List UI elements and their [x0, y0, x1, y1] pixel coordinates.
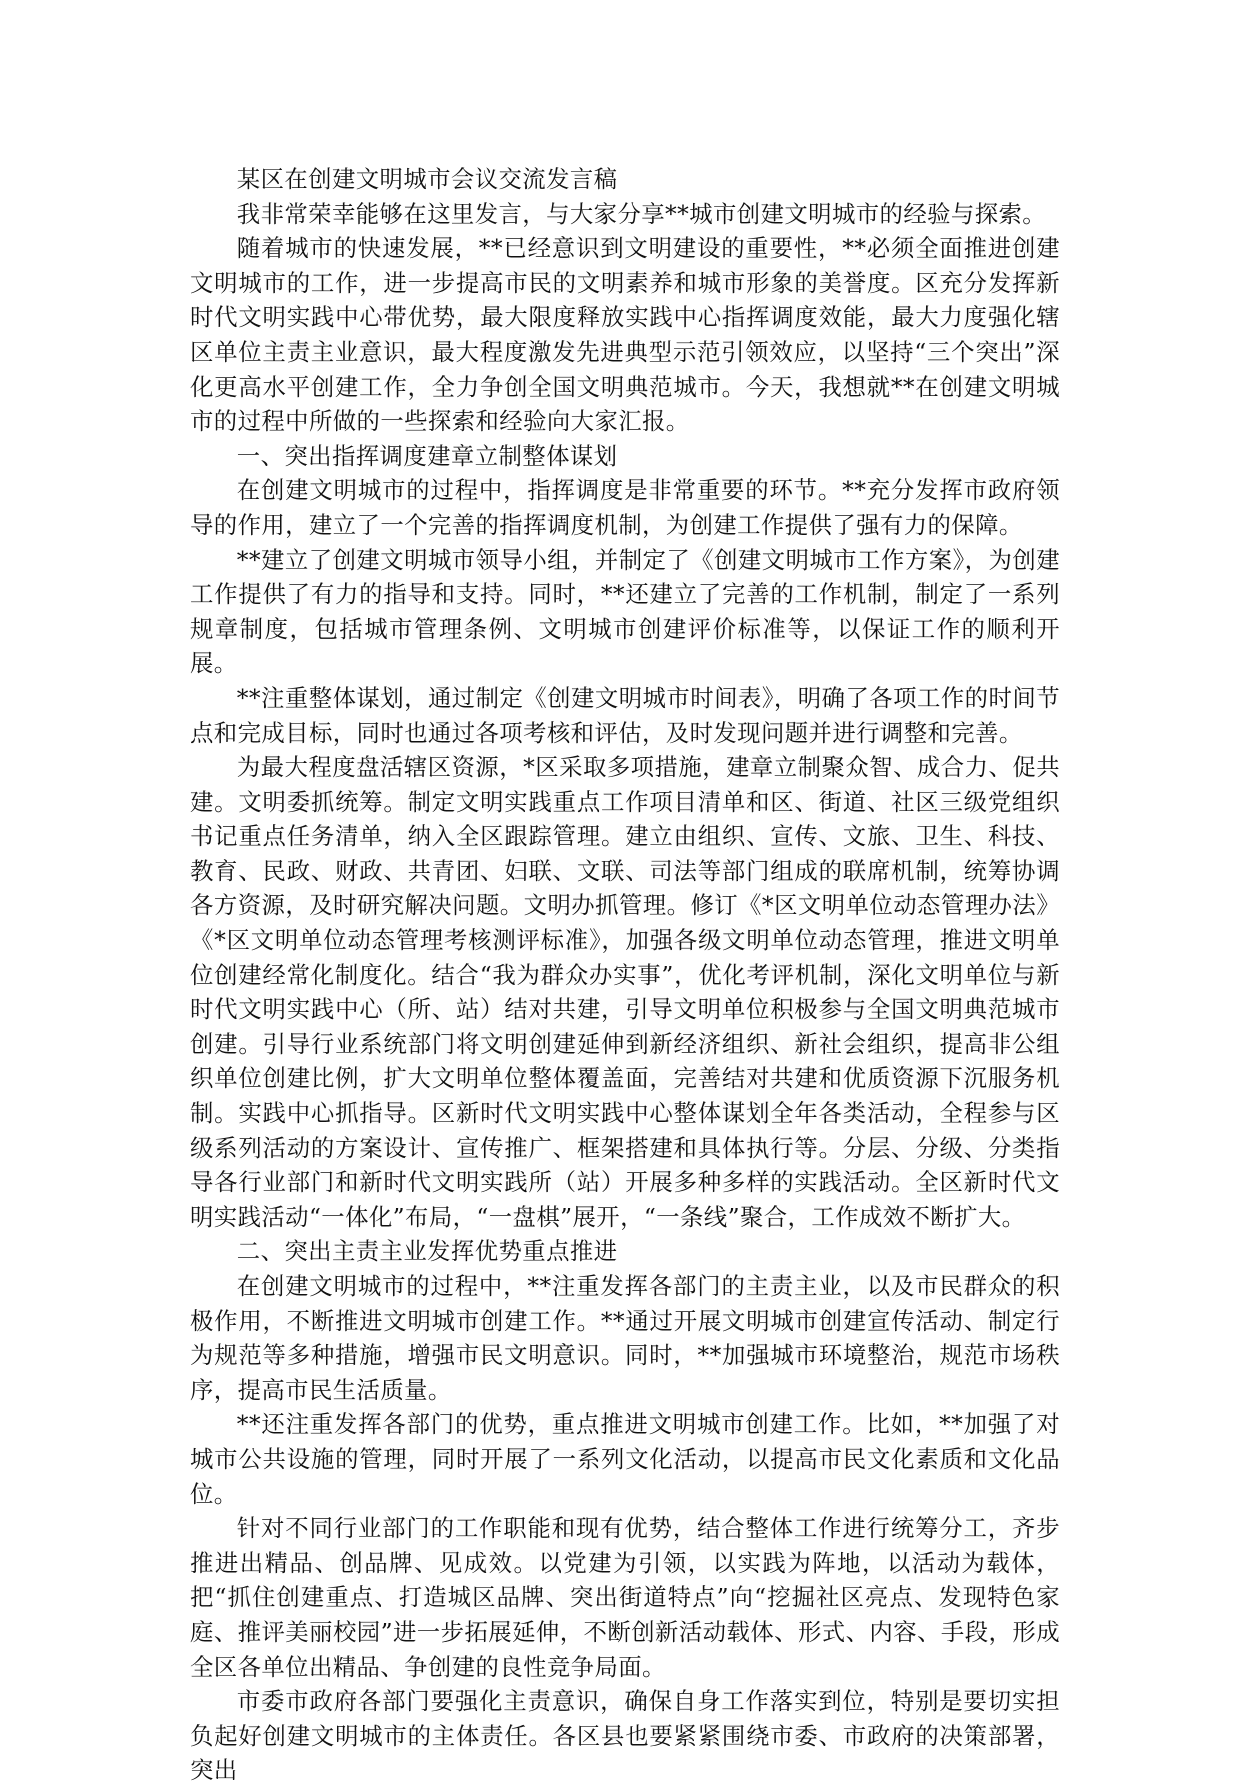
- section-heading-1: 一、突出指挥调度建章立制整体谋划: [236, 441, 618, 470]
- paragraph: **注重整体谋划，通过制定《创建文明城市时间表》，明确了各项工作的时间节点和完成目标，同时也通过各项考核和评估，及时发现问题并进行调整和完善。: [190, 683, 1060, 747]
- paragraph-intro: 我非常荣幸能够在这里发言，与大家分享**城市创建文明城市的经验与探索。: [236, 199, 1047, 228]
- paragraph: 在创建文明城市的过程中，指挥调度是非常重要的环节。**充分发挥市政府领导的作用，建立了一个完善的指挥调度机制，为创建工作提供了强有力的保障。: [190, 476, 1060, 539]
- document-title: 某区在创建文明城市会议交流发言稿: [236, 165, 618, 193]
- document-body: [190, 162, 1060, 1788]
- paragraph-background: 随着城市的快速发展，**已经意识到文明建设的重要性，**必须全面推进创建文明城市的工作，进一步提高市民的文明素养和城市形象的美誉度。区充分发挥新时代文明实践中心带优势，最大限度释放实践中心指挥调度效能，最大力度强化辖区单位主责主业意识，最大程度激发先进典型示范引领效应，以坚持“三个突出”深化更高水平创建工作，全力争创全国文明典范城市。今天，我想就**在创建文明城市的过程中所做的一些探索和经验向大家汇报。: [190, 234, 1060, 436]
- paragraph: 针对不同行业部门的工作职能和现有优势，结合整体工作进行统筹分工，齐步推进出精品、创品牌、见成效。以党建为引领，以实践为阵地，以活动为载体，把“抓住创建重点、打造城区品牌、突出街道特点”向“挖掘社区亮点、发现特色家庭、推评美丽校园”进一步拓展延伸，不断创新活动载体、形式、内容、手段，形成全区各单位出精品、争创建的良性竞争局面。: [190, 1514, 1060, 1681]
- paragraph: **建立了创建文明城市领导小组，并制定了《创建文明城市工作方案》，为创建工作提供了有力的指导和支持。同时，**还建立了完善的工作机制，制定了一系列规章制度，包括城市管理条例、文明城市创建评价标准等，以保证工作的顺利开展。: [190, 545, 1060, 678]
- paragraph: 为最大程度盘活辖区资源，*区采取多项措施，建章立制聚众智、成合力、促共建。文明委抓统筹。制定文明实践重点工作项目清单和区、街道、社区三级党组织书记重点任务清单，纳入全区跟踪管理。建立由组织、宣传、文旅、卫生、科技、教育、民政、财政、共青团、妇联、文联、司法等部门组成的联席机制，统筹协调各方资源，及时研究解决问题。文明办抓管理。修订《*区文明单位动态管理办法》《*区文明单位动态管理考核测评标准》，加强各级文明单位动态管理，推进文明单位创建经常化制度化。结合“我为群众办实事”，优化考评机制，深化文明单位与新时代文明实践中心（所、站）结对共建，引导文明单位积极参与全国文明典范城市创建。引导行业系统部门将文明创建延伸到新经济组织、新社会组织，提高非公组织单位创建比例，扩大文明单位整体覆盖面，完善结对共建和优质资源下沉服务机制。实践中心抓指导。区新时代文明实践中心整体谋划全年各类活动，全程参与区级系列活动的方案设计、宣传推广、框架搭建和具体执行等。分层、分级、分类指导各行业部门和新时代文明实践所（站）开展多种多样的实践活动。全区新时代文明实践活动“一体化”布局，“一盘棋”展开，“一条线”聚合，工作成效不断扩大。: [190, 753, 1060, 1231]
- paragraph: **还注重发挥各部门的优势，重点推进文明城市创建工作。比如，**加强了对城市公共设施的管理，同时开展了一系列文化活动，以提高市民文化素质和文化品位。: [190, 1410, 1060, 1508]
- paragraph: 在创建文明城市的过程中，**注重发挥各部门的主责主业，以及市民群众的积极作用，不断推进文明城市创建工作。**通过开展文明城市创建宣传活动、制定行为规范等多种措施，增强市民文明意识。同时，**加强城市环境整治，规范市场秩序，提高市民生活质量。: [190, 1272, 1060, 1404]
- section-heading-2: 二、突出主责主业发挥优势重点推进: [236, 1237, 618, 1266]
- paragraph: 市委市政府各部门要强化主责意识，确保自身工作落实到位，特别是要切实担负起好创建文明城市的主体责任。各区县也要紧紧围绕市委、市政府的决策部署，突出: [190, 1687, 1060, 1785]
